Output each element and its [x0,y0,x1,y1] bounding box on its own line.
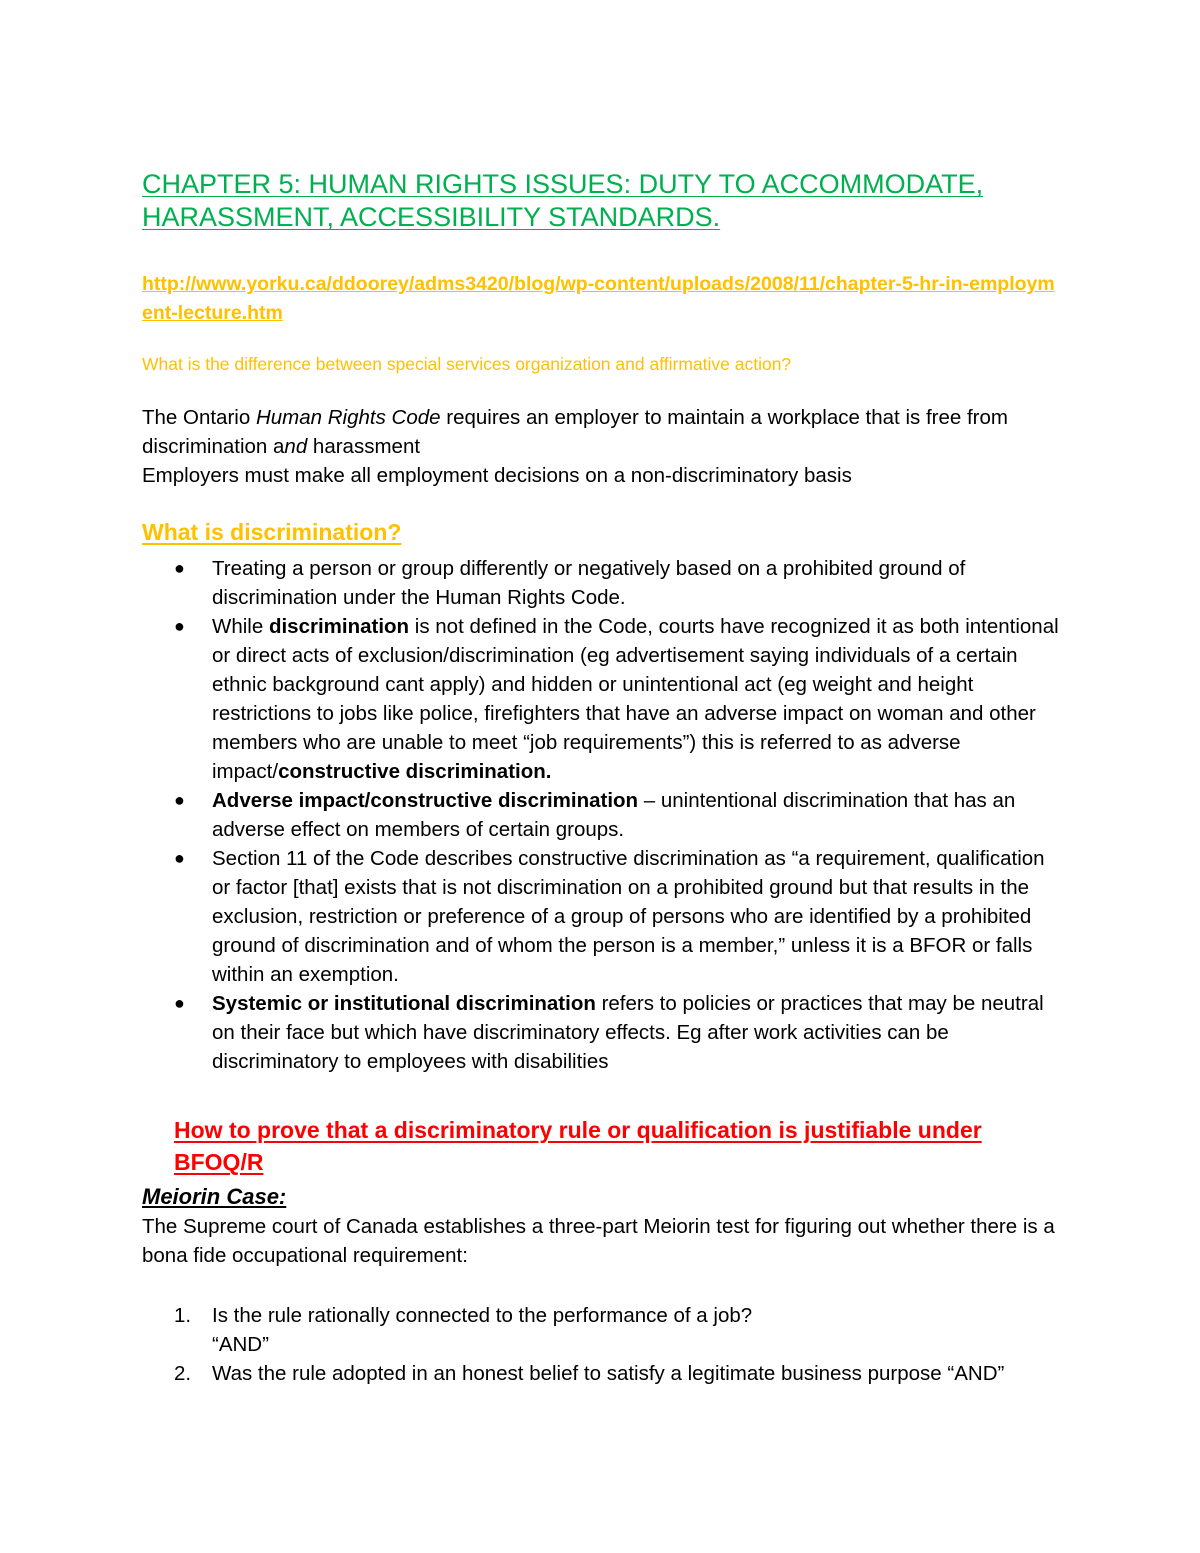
meiorin-case-title: Meiorin Case: [142,1184,287,1209]
bullet-icon: ● [174,616,185,636]
discrimination-heading: What is discrimination? [142,519,402,545]
intro-paragraph [142,403,1062,490]
list-item: ● Section 11 of the Code describes constructive discrimination as “a requirement, qualification or factor [that] exists that is not discrimination on a prohibited ground but that results in the exclusion, restriction or preference of a group of persons who are identified by a prohibited ground of discrimination and of whom the person is a member,” unless it is a BFOR or falls within an exemption. [142,844,1062,989]
bullet-icon: ● [174,993,185,1013]
step-number: 1. [174,1304,192,1327]
list-item: 2. Was the rule adopted in an honest belief to satisfy a legitimate business purpose “AND” [142,1359,1062,1388]
list-item: ● While discrimination is not defined in the Code, courts have recognized it as both intentional or direct acts of exclusion/discrimination (eg advertisement saying individuals of a certain ethnic background cant apply) and hidden or unintentional act (eg weight and height restrictions to jobs like police, firefighters that have an adverse impact on woman and other members who are unable to meet “job requirements”) this is referred to as adverse impact/constructive discrimination. [142,612,1062,786]
chapter-title: CHAPTER 5: HUMAN RIGHTS ISSUES: DUTY TO ACCOMMODATE, HARASSMENT, ACCESSIBILITY STANDARDS. [142,169,984,232]
code-name: Human Rights Code [255,406,441,429]
bullet-icon: ● [174,848,185,868]
step-number: 2. [174,1362,192,1385]
meiorin-steps [142,1301,1062,1388]
document-page [142,168,1062,1388]
list-item: 1. Is the rule rationally connected to the performance of a job? “AND” [142,1301,1062,1359]
step-and: “AND” [212,1333,269,1356]
bfoq-heading: How to prove that a discriminatory rule or qualification is justifiable under BFOQ/R [174,1117,982,1175]
lecture-link[interactable]: http://www.yorku.ca/ddoorey/adms3420/blog/wp-content/uploads/2008/11/chapter-5-hr-in-employment-lecture.htm [142,273,1055,324]
list-item: ● Systemic or institutional discrimination refers to policies or practices that may be neutral on their face but which have discriminatory effects. Eg after work activities can be discriminatory to employees with disabilities [142,989,1062,1076]
bullet-icon: ● [174,558,185,578]
list-item: ● Adverse impact/constructive discrimination – unintentional discrimination that has an adverse effect on members of certain groups. [142,786,1062,844]
question-text: What is the difference between special services organization and affirmative action? [142,354,792,374]
bullet-icon: ● [174,790,185,810]
meiorin-intro: The Supreme court of Canada establishes a three-part Meiorin test for figuring out whether there is a bona fide occupational requirement: [142,1215,1055,1267]
list-item: ● Treating a person or group differently or negatively based on a prohibited ground of discrimination under the Human Rights Code. [142,554,1062,612]
intro-line-2: Employers must make all employment decisions on a non-discriminatory basis [142,464,852,487]
discrimination-list [142,554,1062,1076]
intro-line-1: The Ontario Human Rights Code requires an employer to maintain a workplace that is free from discrimination and harassment [142,406,1008,458]
